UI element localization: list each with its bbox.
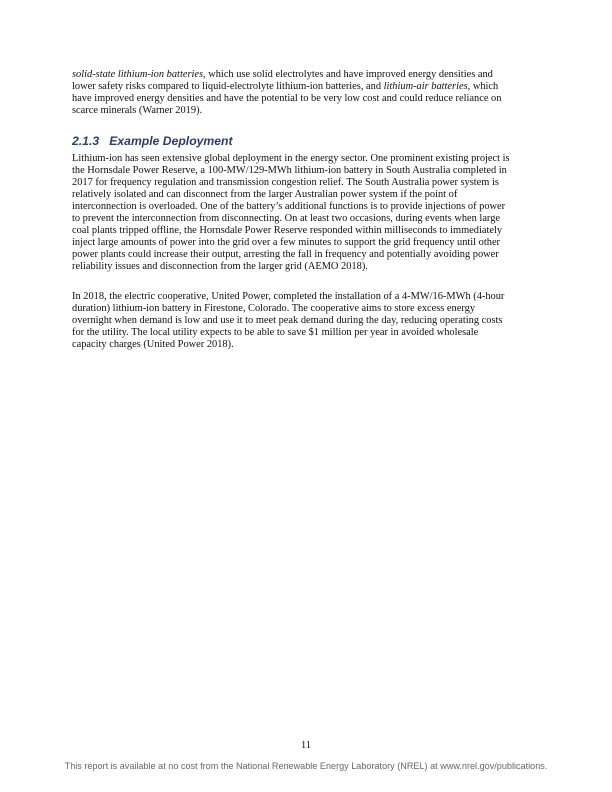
text-line: inject large amounts of power into the grid over a few minutes to support the grid frequency until other (72, 237, 501, 248)
page-number: 11 (300, 740, 311, 751)
text-span: , which use solid electrolytes and have improved energy densities and (203, 69, 493, 80)
text-line: reliability issues and disconnection from the larger grid (AEMO 2018). (72, 261, 368, 272)
text-line: overnight when demand is low and use it to meet peak demand during the day, reducing operating costs (72, 315, 503, 326)
text-line: the Hornsdale Power Reserve, a 100-MW/129-MWh lithium-ion battery in South Australia completed in (72, 165, 507, 176)
text-line: Lithium-ion has seen extensive global deployment in the energy sector. One prominent existing project is (72, 153, 510, 164)
text-line: scarce minerals (Warner 2019). (72, 105, 203, 116)
text-line (72, 81, 552, 93)
text-line: to prevent the interconnection from disconnecting. On at least two occasions, during events when large (72, 213, 501, 224)
paragraph-battery-types (72, 69, 552, 117)
text-line: In 2018, the electric cooperative, United Power, completed the installation of a 4-MW/16-MWh (4-hour (72, 291, 505, 302)
text-line: capacity charges (United Power 2018). (72, 339, 234, 350)
italic-term: solid-state lithium-ion batteries (72, 69, 204, 80)
section-heading: 2.1.3 Example Deployment (72, 134, 233, 148)
text-line: 2017 for frequency regulation and transmission congestion relief. The South Australia power system is (72, 177, 499, 188)
paragraph-united-power (72, 291, 552, 351)
footer-notice: This report is available at no cost from the National Renewable Energy Laboratory (NREL) at www.nrel.gov/publications. (64, 761, 548, 771)
text-span: lower safety risks compared to liquid-electrolyte lithium-ion batteries, and (72, 81, 384, 92)
text-line: power plants could increase their output, arresting the fall in frequency and potentially avoiding power (72, 249, 499, 260)
text-line: have improved energy densities and have the potential to be very low cost and could reduce reliance on (72, 93, 502, 104)
text-line: duration) lithium-ion battery in Firestone, Colorado. The cooperative aims to store excess energy (72, 303, 476, 314)
paragraph-hornsdale (72, 153, 552, 273)
italic-term: lithium-air batteries (383, 81, 468, 92)
text-line: for the utility. The local utility expects to be able to save $1 million per year in avoided wholesale (72, 327, 479, 338)
text-line: coal plants tripped offline, the Hornsdale Power Reserve responded within milliseconds to immediately (72, 225, 503, 236)
text-span: , which (467, 81, 499, 92)
text-line: interconnection is overloaded. One of the battery’s additional functions is to provide injections of power (72, 201, 506, 212)
text-line: relatively isolated and can disconnect from the larger Australian power system if the point of (72, 189, 458, 200)
text-line (72, 69, 552, 81)
